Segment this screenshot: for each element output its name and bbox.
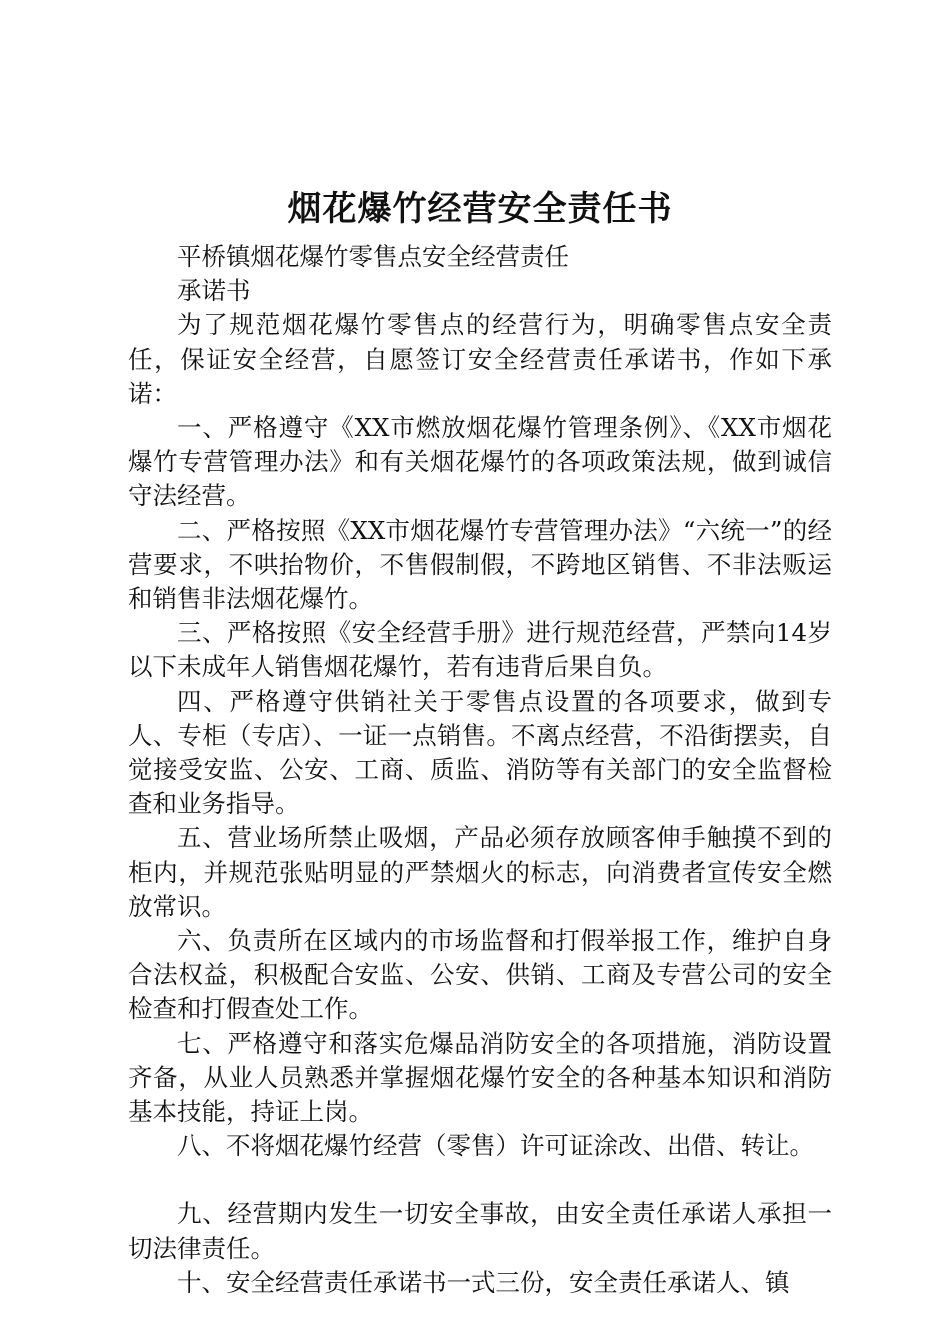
paragraph-item-4: 四、严格遵守供销社关于零售点设置的各项要求，做到专人、专柜（专店）、一证一点销售。不离点经营，不沿街摆卖，自觉接受安监、公安、工商、质监、消防等有关部门的安全监督检查和业务指导。 xyxy=(128,686,832,819)
paragraph-item-2: 二、严格按照《XX市烟花爆竹专营管理办法》“六统一”的经营要求，不哄抬物价，不售假制假，不跨地区销售、不非法贩运和销售非法烟花爆竹。 xyxy=(128,515,832,614)
paragraph-item-5: 五、营业场所禁止吸烟，产品必须存放顾客伸手触摸不到的柜内，并规范张贴明显的严禁烟火的标志，向消费者宣传安全燃放常识。 xyxy=(128,823,832,921)
paragraph-subtitle-2: 承诺书 xyxy=(177,276,251,306)
paragraph-item-1: 一、严格遵守《XX市燃放烟花爆竹管理条例》、《XX市烟花爆竹专营管理办法》和有关烟花爆竹的各项政策法规，做到诚信守法经营。 xyxy=(128,413,832,511)
paragraph-item-10: 十、安全经营责任承诺书一式三份，安全责任承诺人、镇 xyxy=(177,1267,790,1297)
paragraph-intro: 为了规范烟花爆竹零售点的经营行为，明确零售点安全责任，保证安全经营，自愿签订安全经营责任承诺书，作如下承诺： xyxy=(128,310,832,408)
document-page xyxy=(128,178,832,1300)
paragraph-item-3: 三、严格按照《安全经营手册》进行规范经营，严禁向14岁以下未成年人销售烟花爆竹，若有违背后果自负。 xyxy=(128,618,832,682)
paragraph-gap xyxy=(128,1163,832,1197)
paragraph-item-7: 七、严格遵守和落实危爆品消防安全的各项措施，消防设置齐备，从业人员熟悉并掌握烟花爆竹安全的各种基本知识和消防基本技能，持证上岗。 xyxy=(128,1028,832,1127)
paragraph-item-8: 八、不将烟花爆竹经营（零售）许可证涂改、出借、转让。 xyxy=(177,1131,814,1161)
paragraph-subtitle: 平桥镇烟花爆竹零售点安全经营责任 xyxy=(177,242,569,271)
paragraph-item-9: 九、经营期内发生一切安全事故，由安全责任承诺人承担一切法律责任。 xyxy=(128,1199,832,1263)
paragraph-item-6: 六、负责所在区域内的市场监督和打假举报工作，维护自身合法权益，积极配合安监、公安、供销、工商及专营公司的安全检查和打假查处工作。 xyxy=(128,926,832,1024)
document-title: 烟花爆竹经营安全责任书 xyxy=(287,189,673,229)
